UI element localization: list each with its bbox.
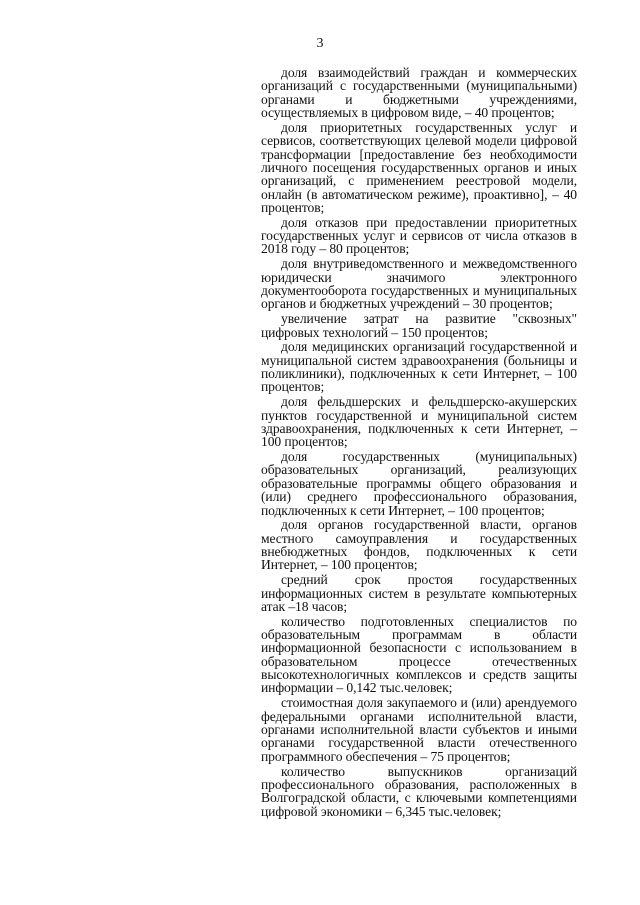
indicator-list [261, 66, 577, 819]
paragraph-government-bodies-internet: доля органов государственной власти, органов местного самоуправления и государственных внебюджетных фондов, подключенных к сети Интернет, – 100 процентов; [261, 517, 577, 573]
paragraph-downtime-cyberattacks: средний срок простоя государственных информационных систем в результате компьютерных атак –18 часов; [261, 572, 577, 614]
paragraph-end-to-end-tech-costs: увеличение затрат на развитие "сквозных" цифровых технологий – 150 процентов; [261, 311, 577, 340]
paragraph-graduates-digital-competencies: количество выпускников организаций профессионального образования, расположенных в Волгоградской области, с ключевыми компетенциями цифровой экономики – 6,345 тыс.человек; [261, 763, 577, 819]
paragraph-citizen-digital-interactions: доля взаимодействий граждан и коммерческих организаций с государственными (муниципальными) органами и бюджетными учреждениями, осуществляемых в цифровом виде, – 40 процентов; [261, 65, 577, 121]
paragraph-electronic-document-flow: доля внутриведомственного и межведомственного юридически значимого электронного документооборота государственных и муниципальных органов и бюджетных учреждений – 30 процентов; [261, 256, 577, 312]
paragraph-priority-services-share: доля приоритетных государственных услуг и сервисов, соответствующих целевой модели цифровой трансформации [предоставление без необходимости личного посещения государственных органов и иных организаций, с применением реестровой модели, онлайн (в автоматическом режиме), проактивно], – 40 процентов; [261, 119, 577, 215]
paragraph-security-specialists: количество подготовленных специалистов по образовательным программам в области информационной безопасности с использованием в образовательном процессе отечественных высокотехнологичных комплексов и средств защиты информации – 0,142 тыс.человек; [261, 613, 577, 696]
paragraph-domestic-software-share: стоимостная доля закупаемого и (или) арендуемого федеральными органами исполнительной власти, органами исполнительной власти субъектов и иными органами государственной власти отечественного программного обеспечения – 75 процентов; [261, 695, 577, 764]
paragraph-refusals-share: доля отказов при предоставлении приоритетных государственных услуг и сервисов от числа отказов в 2018 году – 80 процентов; [261, 214, 577, 257]
paragraph-feldsher-points-internet: доля фельдшерских и фельдшерско-акушерских пунктов государственной и муниципальной систем здравоохранения, подключенных к сети Интернет, – 100 процентов; [261, 394, 577, 450]
page-number: 3 [316, 36, 324, 51]
paragraph-educational-orgs-internet: доля государственных (муниципальных) образовательных организаций, реализующих образовательные программы общего образования и (или) среднего профессионального образования, подключенных к сети Интернет, – 100 процентов; [261, 449, 577, 518]
paragraph-medical-orgs-internet: доля медицинских организаций государственной и муниципальной систем здравоохранения (больницы и поликлиники), подключенных к сети Интернет, – 100 процентов; [261, 339, 577, 395]
